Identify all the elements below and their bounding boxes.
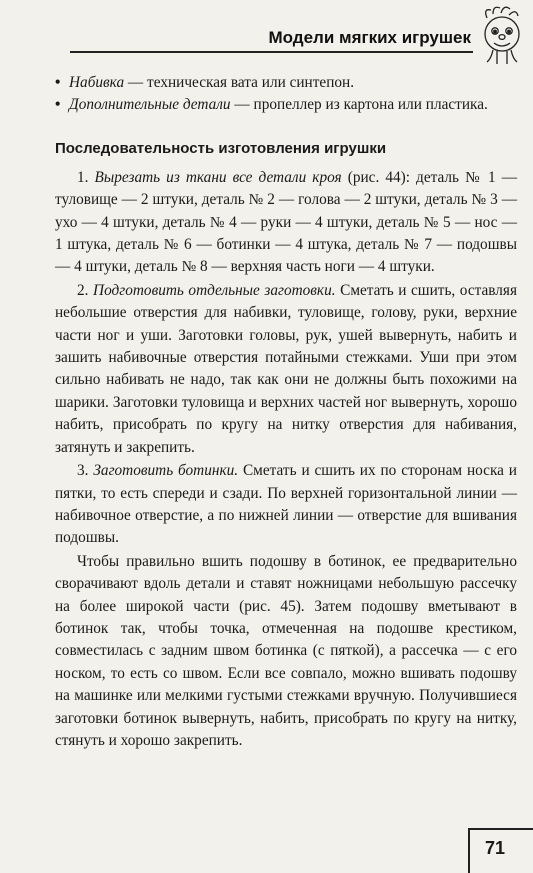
paragraph-text: Чтобы правильно вшить подошву в ботинок, ее предварительно сворачивают вдоль детали и ставят ножницами небольшую рассечку на более широкой части (рис. 45). Затем подошву вметывают в ботинок так, чтобы точка, отмеченная на подошве крестиком, совместилась с задним швом ботинка (с пяткой), а рассечка — с его носком, то есть со швом. Если все совпало, можно вшивать подошву на машинке или мелкими густыми стежками вручную. Получившиеся заготовки ботинок вывернуть, набить, присобрать по кругу на нитку, стянуть и хорошо закрепить. — [55, 552, 517, 749]
list-item — [55, 72, 517, 94]
list-text: — пропеллер из картона или пластика. — [230, 96, 488, 114]
paragraph-text: (рис. 44): деталь № 1 — туловище — 2 штуки, деталь № 2 — голова — 2 штуки, деталь № 3 — ухо — 4 штуки, деталь № 4 — руки — 4 штуки, деталь № 5 — нос — 1 штука, деталь № 6 — ботинки — 4 штука, деталь № 7 — подошвы — 4 штуки, деталь № 8 — верхняя часть ноги — 4 штуки. — [55, 168, 517, 276]
step-title: Заготовить ботинки. — [93, 462, 239, 480]
list-item — [55, 94, 517, 116]
doll-mascot-icon — [473, 4, 529, 66]
paragraph — [55, 551, 517, 753]
paragraph — [55, 280, 517, 459]
header-rule — [70, 51, 473, 53]
paragraph — [55, 460, 517, 550]
step-number: 1. — [77, 168, 95, 186]
list-term: Дополнительные детали — [69, 96, 231, 114]
step-number: 2. — [77, 281, 94, 299]
paragraph-text: Сметать и сшить их по сторонам носка и пятки, то есть спереди и сзади. По верхней горизонтальной линии — набивочное отверстие, а по нижней линии — отверстие для вшивания подошвы. — [55, 462, 517, 547]
step-title: Подготовить отдельные заготовки. — [93, 281, 336, 299]
step-title: Вырезать из ткани все детали кроя — [94, 168, 342, 186]
running-title: Модели мягких игрушек — [268, 28, 471, 47]
list-term: Набивка — [69, 74, 125, 91]
section-heading: Последовательность изготовления игрушки — [55, 139, 387, 157]
footer-rule — [468, 828, 533, 830]
footer-rule — [468, 828, 470, 873]
paragraph — [55, 167, 517, 279]
paragraph-text: Сметать и сшить, оставляя небольшие отверстия для набивки, туловище, голову, руки, верхние части ног и уши. Заготовки головы, рук, ушей вывернуть, набить и зашить набивочные отверстия потайными стежками. Уши при этом сильно набивать не надо, так как они не должны быть похожими на шарики. Заготовки туловища и верхних частей ног вывернуть, хорошо набить, присобрать по кругу на нитку отверстия для набивания, затянуть и закрепить. — [55, 281, 518, 456]
page-number: 71 — [485, 838, 506, 858]
step-number: 3. — [77, 462, 94, 480]
page-header — [0, 0, 533, 62]
list-text: — техническая вата или синтепон. — [124, 74, 355, 91]
materials-list — [55, 72, 517, 117]
page-body — [55, 72, 517, 752]
